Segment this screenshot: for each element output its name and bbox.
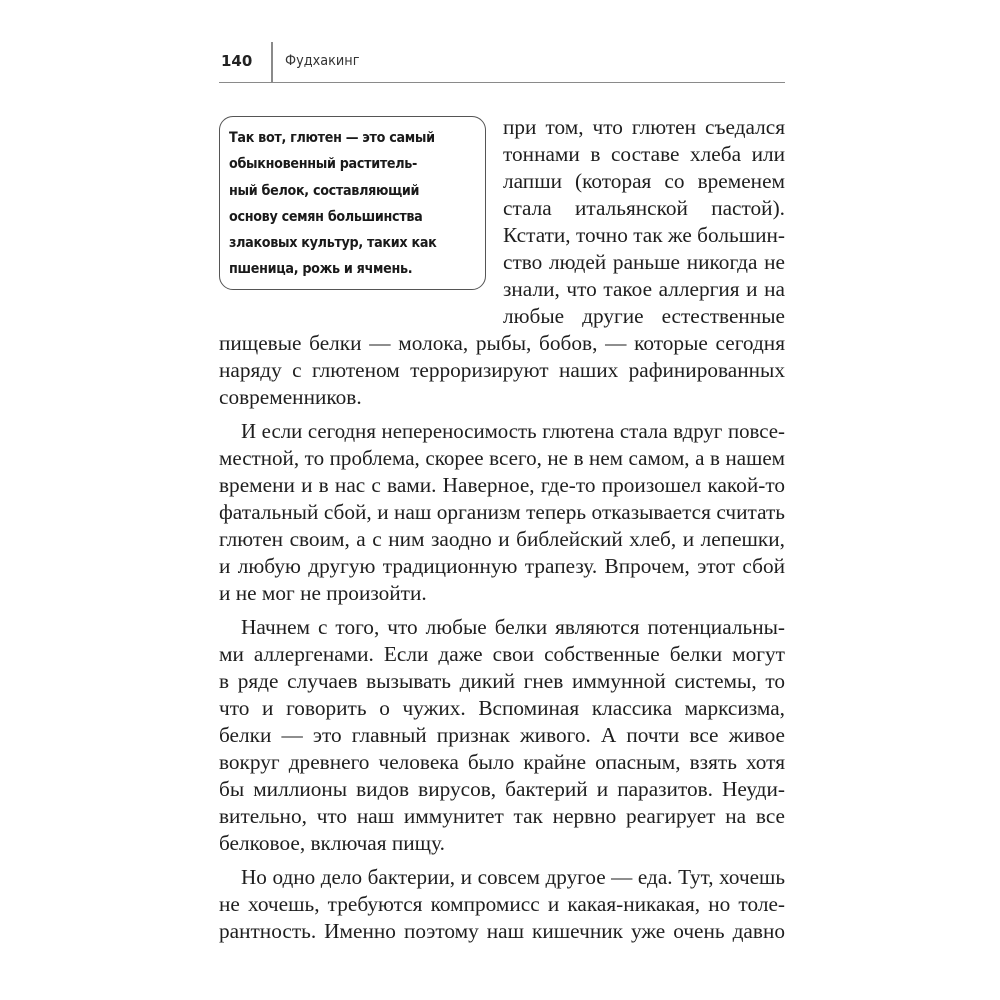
body-line: бы миллионы видов вирусов, бактерий и паразитов. Неуди-: [219, 777, 785, 801]
callout-line: основу семян большинства: [229, 208, 423, 225]
body-line: наряду с глютеном терроризируют наших рафинированных: [219, 358, 785, 382]
body-line: не хочешь, требуются компромисс и какая-никакая, но толе-: [219, 892, 785, 916]
body-line: глютен своим, а с ним заодно и библейский хлеб, и лепешки,: [219, 527, 785, 551]
body-line: Кстати, точно так же большин-: [503, 223, 785, 247]
body-line: белковое, включая пищу.: [219, 831, 445, 855]
body-line: времени и в нас с вами. Наверное, где-то произошел какой-то: [219, 473, 785, 497]
body-line: стала итальянской пастой).: [503, 196, 785, 220]
body-line: лапши (которая со временем: [503, 169, 785, 193]
running-head: [219, 42, 785, 83]
callout-box: [219, 116, 486, 290]
callout-line: Так вот, глютен — это самый: [229, 130, 435, 146]
body-line: тоннами в составе хлеба или: [503, 142, 785, 166]
body-line: И если сегодня непереносимость глютена стала вдруг повсе-: [241, 419, 785, 443]
body-line: фатальный сбой, и наш организм теперь отказывается считать: [219, 500, 785, 524]
chapter-title: Фудхакинг: [285, 53, 360, 69]
body-line: вительно, что наш иммунитет так нервно реагирует на все: [219, 804, 785, 828]
body-line: белки — это главный признак живого. А почти все живое: [219, 723, 785, 747]
body-line: знали, что такое аллергия и на: [503, 277, 785, 301]
body-line: пищевые белки — молока, рыбы, бобов, — которые сегодня: [219, 331, 785, 355]
body-line: ство людей раньше никогда не: [503, 250, 785, 274]
body-line: любые другие естественные: [503, 304, 785, 328]
body-line: и любую другую традиционную трапезу. Впрочем, этот сбой: [219, 554, 785, 578]
page-number: 140: [221, 52, 253, 70]
body-line: Но одно дело бактерии, и совсем другое — еда. Тут, хочешь: [241, 865, 785, 889]
body-line: и не мог не произойти.: [219, 581, 427, 605]
body-line: местной, то проблема, скорее всего, не в нем самом, а в нашем: [219, 446, 785, 470]
body-line: рантность. Именно поэтому наш кишечник уже очень давно: [219, 919, 785, 943]
callout-line: ный белок, составляющий: [229, 182, 420, 199]
body-line: что и говорить о чужих. Вспоминая классика марксизма,: [219, 696, 785, 720]
body-line: вокруг древнего человека было крайне опасным, взять хотя: [219, 750, 785, 774]
callout-line: пшеница, рожь и ячмень.: [229, 261, 413, 278]
callout-line: злаковых культур, таких как: [229, 235, 437, 252]
header-divider: [271, 42, 273, 83]
body-line: в ряде случаев вызывать дикий гнев иммунной системы, то: [219, 669, 785, 693]
body-line: ми аллергенами. Если даже свои собственные белки могут: [219, 642, 785, 666]
body-line: современников.: [219, 385, 362, 409]
callout-line: обыкновенный раститель-: [229, 156, 418, 173]
body-line: при том, что глютен съедался: [503, 115, 785, 139]
body-line: Начнем с того, что любые белки являются потенциальны-: [241, 615, 785, 639]
